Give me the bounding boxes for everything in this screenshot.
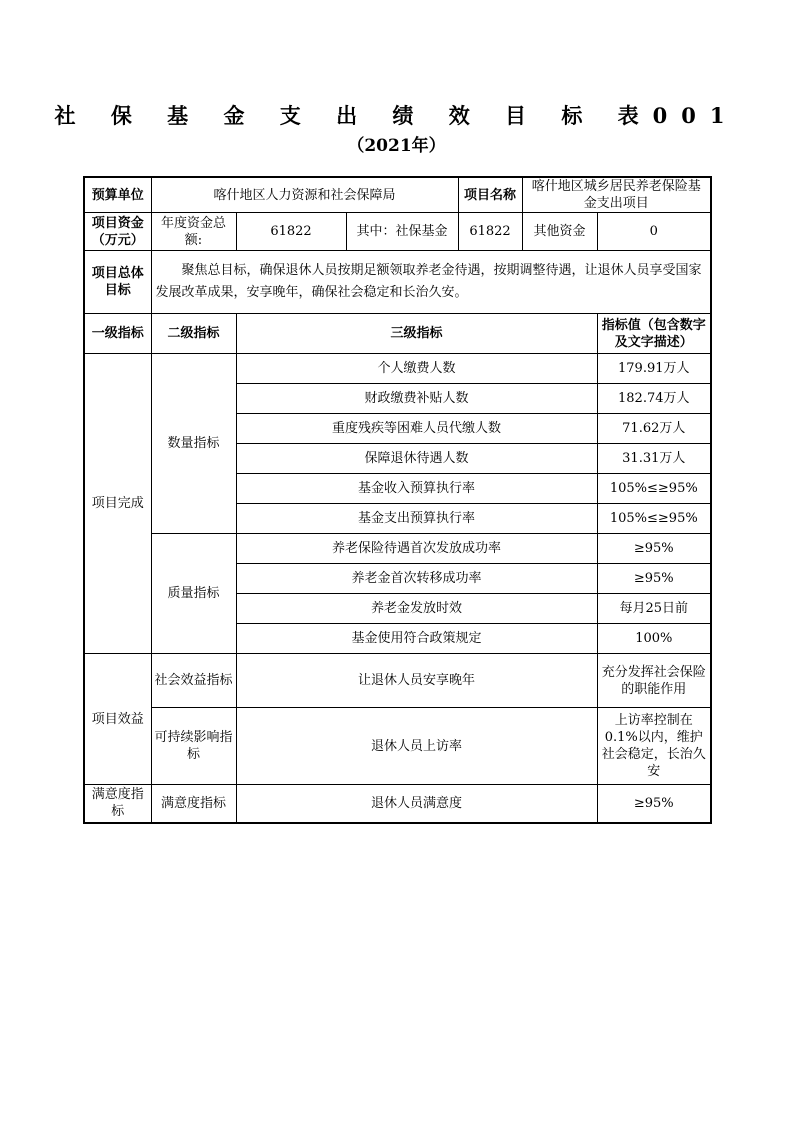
table-row-indicator: 个人缴费人数: [236, 354, 597, 384]
project-funds-label: 项目资金（万元）: [84, 213, 151, 251]
column-header-level3: 三级指标: [236, 314, 597, 354]
level2-quality: 质量指标: [151, 534, 236, 654]
level1-project-completion: 项目完成: [84, 354, 151, 654]
annual-total-label: 年度资金总额:: [151, 213, 236, 251]
level2-sustainable-impact: 可持续影响指标: [151, 708, 236, 785]
project-name-label: 项目名称: [458, 177, 522, 213]
table-row-value: 31.31万人: [597, 444, 711, 474]
table-row-value: 上访率控制在0.1%以内，维护社会稳定，长治久安: [597, 708, 711, 785]
project-goal-text: 聚焦总目标，确保退休人员按期足额领取养老金待遇，按期调整待遇，让退休人员享受国家发展改革成果，安享晚年，确保社会稳定和长治久安。: [151, 251, 711, 314]
level2-social-benefit: 社会效益指标: [151, 654, 236, 708]
social-fund-value: 61822: [458, 213, 522, 251]
table-row-value: 105%≤≥95%: [597, 474, 711, 504]
table-row-indicator: 保障退休待遇人数: [236, 444, 597, 474]
social-fund-label: 其中：社保基金: [346, 213, 458, 251]
level2-satisfaction: 满意度指标: [151, 785, 236, 823]
table-row-value: 105%≤≥95%: [597, 504, 711, 534]
table-row-value: 100%: [597, 624, 711, 654]
column-header-value: 指标值（包含数字及文字描述）: [597, 314, 711, 354]
table-row-value: ≥95%: [597, 564, 711, 594]
level1-project-benefit: 项目效益: [84, 654, 151, 785]
budget-unit-value: 喀什地区人力资源和社会保障局: [151, 177, 458, 213]
table-row-indicator: 退休人员满意度: [236, 785, 597, 823]
column-header-level2: 二级指标: [151, 314, 236, 354]
table-row-value: ≥95%: [597, 534, 711, 564]
table-row-indicator: 养老保险待遇首次发放成功率: [236, 534, 597, 564]
table-row-indicator: 基金收入预算执行率: [236, 474, 597, 504]
budget-unit-label: 预算单位: [84, 177, 151, 213]
table-row-indicator: 基金使用符合政策规定: [236, 624, 597, 654]
table-row-indicator: 基金支出预算执行率: [236, 504, 597, 534]
table-row-indicator: 养老金首次转移成功率: [236, 564, 597, 594]
other-funds-value: 0: [597, 213, 711, 251]
table-row-indicator: 财政缴费补贴人数: [236, 384, 597, 414]
table-row-value: 每月25日前: [597, 594, 711, 624]
table-row-value: 充分发挥社会保险的职能作用: [597, 654, 711, 708]
project-name-value: 喀什地区城乡居民养老保险基金支出项目: [522, 177, 711, 213]
annual-total-value: 61822: [236, 213, 346, 251]
column-header-level1: 一级指标: [84, 314, 151, 354]
table-row-value: 179.91万人: [597, 354, 711, 384]
level2-quantity: 数量指标: [151, 354, 236, 534]
table-row-indicator: 重度残疾等困难人员代缴人数: [236, 414, 597, 444]
table-row-value: 182.74万人: [597, 384, 711, 414]
performance-target-table: [83, 176, 712, 824]
table-row-indicator: 养老金发放时效: [236, 594, 597, 624]
other-funds-label: 其他资金: [522, 213, 597, 251]
page-title: 社 保 基 金 支 出 绩 效 目 标 表001: [54, 103, 739, 128]
table-row-value: ≥95%: [597, 785, 711, 823]
page-subtitle: （2021年）: [347, 136, 446, 156]
table-row-value: 71.62万人: [597, 414, 711, 444]
table-row-indicator: 让退休人员安享晚年: [236, 654, 597, 708]
project-goal-label: 项目总体目标: [84, 251, 151, 314]
level1-satisfaction: 满意度指标: [84, 785, 151, 823]
table-row-indicator: 退休人员上访率: [236, 708, 597, 785]
